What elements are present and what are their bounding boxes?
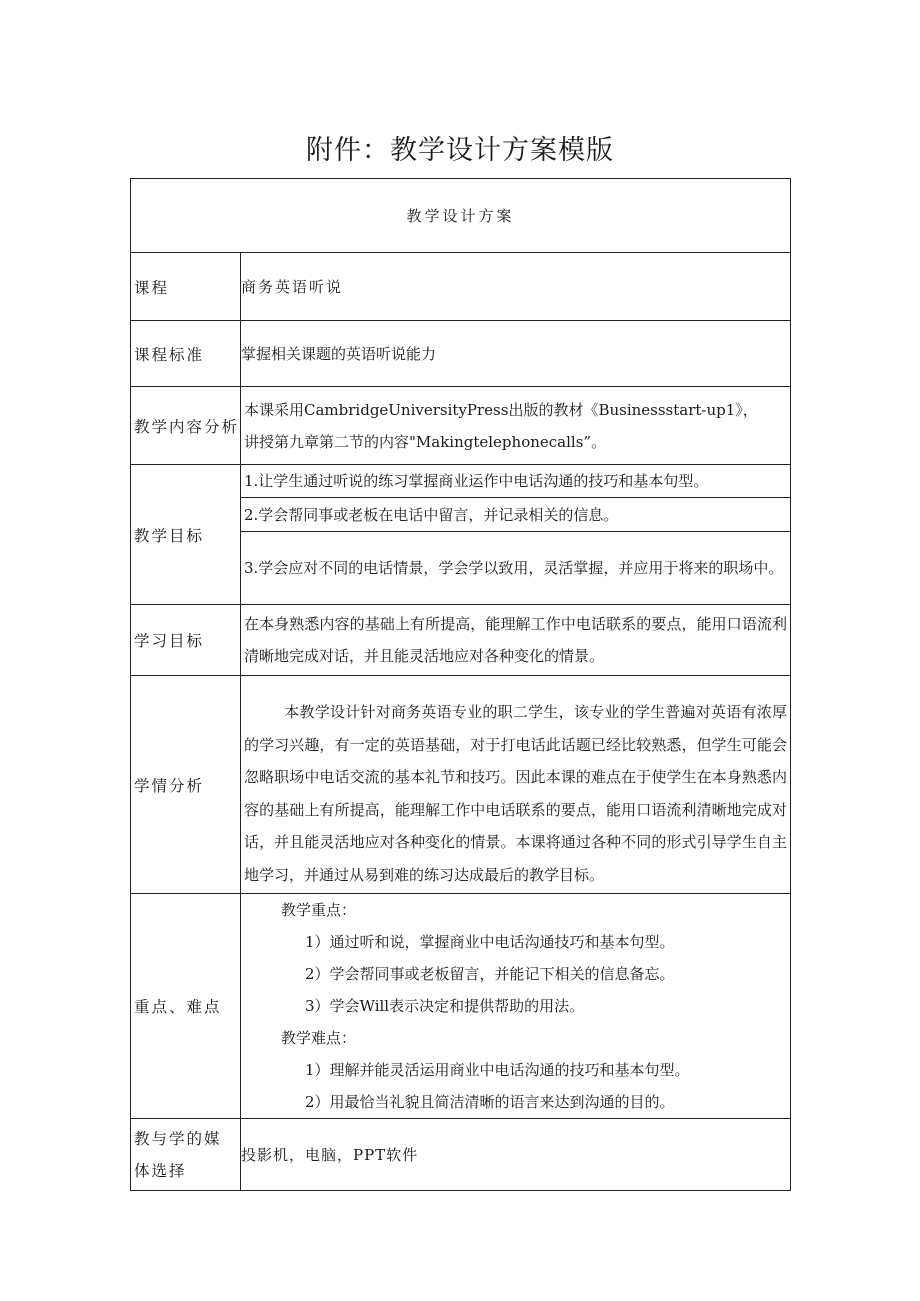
table-header: 教学设计方案 <box>131 179 791 253</box>
standard-row <box>131 321 791 387</box>
analysis-value: 本教学设计针对商务英语专业的职二学生，该专业的学生普遍对英语有浓厚的学习兴趣，有一定的英语基础，对于打电话此话题已经比较熟悉，但学生可能会忽略职场中电话交流的基本礼节和技巧。因此本课的难点在于使学生在本身熟悉内容的基础上有所提高，能理解工作中电话联系的要点，能用口语流利清晰地完成对话，并且能灵活地应对各种变化的情景。本课将通过各种不同的形式引导学生自主地学习，并通过从易到难的练习达成最后的教学目标。 <box>244 703 788 884</box>
learning-goal-cell <box>241 605 791 676</box>
course-label: 课程 <box>131 253 241 321</box>
objectives-label: 教学目标 <box>131 465 241 605</box>
content-line-1: 本课采用CambridgeUniversityPress出版的教材《Businessstart-up1》， <box>244 400 758 419</box>
document-title: 附件：教学设计方案模版 <box>306 135 614 166</box>
key-points-row <box>131 894 791 1119</box>
focus-item: 2）学会帮同事或老板留言，并能记下相关的信息备忘。 <box>305 965 675 983</box>
key-points-label: 重点、难点 <box>131 894 241 1119</box>
content-value-cell <box>241 387 791 465</box>
media-label-line-2: 体选择 <box>134 1161 187 1180</box>
content-label: 教学内容分析 <box>131 387 241 465</box>
focus-title: 教学重点： <box>281 901 357 919</box>
course-value: 商务英语听说 <box>241 253 791 321</box>
media-label-line-1: 教与学的媒 <box>134 1129 222 1148</box>
analysis-row <box>131 676 791 894</box>
objective-text: 2.学会帮同事或老板在电话中留言，并记录相关的信息。 <box>244 505 619 524</box>
key-points-cell <box>241 894 791 1119</box>
standard-value: 掌握相关课题的英语听说能力 <box>241 321 791 387</box>
focus-item: 1）通过听和说，掌握商业中电话沟通技巧和基本句型。 <box>305 933 675 951</box>
media-row <box>131 1119 791 1191</box>
learning-goal-row <box>131 605 791 676</box>
analysis-cell <box>241 676 791 894</box>
content-line-2: 讲授第九章第二节的内容"Makingtelephonecalls”。 <box>244 432 607 451</box>
table-header-row <box>131 179 791 253</box>
focus-item: 3）学会Will表示决定和提供帮助的用法。 <box>305 997 585 1015</box>
objective-text: 1.让学生通过听说的练习掌握商业运作中电话沟通的技巧和基本句型。 <box>244 472 709 490</box>
content-row <box>131 387 791 465</box>
objective-item <box>241 498 791 532</box>
media-value: 投影机，电脑，PPT软件 <box>241 1119 791 1191</box>
objective-text: 3.学会应对不同的电话情景，学会学以致用，灵活掌握，并应用于将来的职场中。 <box>244 559 784 577</box>
objective-item <box>241 465 791 498</box>
objectives-row <box>131 465 791 498</box>
objective-item <box>241 532 791 605</box>
difficulty-title: 教学难点： <box>281 1029 357 1047</box>
course-row <box>131 253 791 321</box>
learning-goal-value: 在本身熟悉内容的基础上有所提高，能理解工作中电话联系的要点，能用口语流利清晰地完成对话，并且能灵活地应对各种变化的情景。 <box>244 614 788 665</box>
analysis-paragraph <box>241 696 790 891</box>
analysis-label: 学情分析 <box>131 676 241 894</box>
difficulty-item: 2）用最恰当礼貌且简洁清晰的语言来达到沟通的目的。 <box>305 1093 675 1111</box>
teaching-design-table <box>130 178 791 1191</box>
media-label <box>131 1119 241 1191</box>
learning-goal-label: 学习目标 <box>131 605 241 676</box>
difficulty-item: 1）理解并能灵活运用商业中电话沟通的技巧和基本句型。 <box>305 1061 690 1079</box>
standard-label: 课程标准 <box>131 321 241 387</box>
